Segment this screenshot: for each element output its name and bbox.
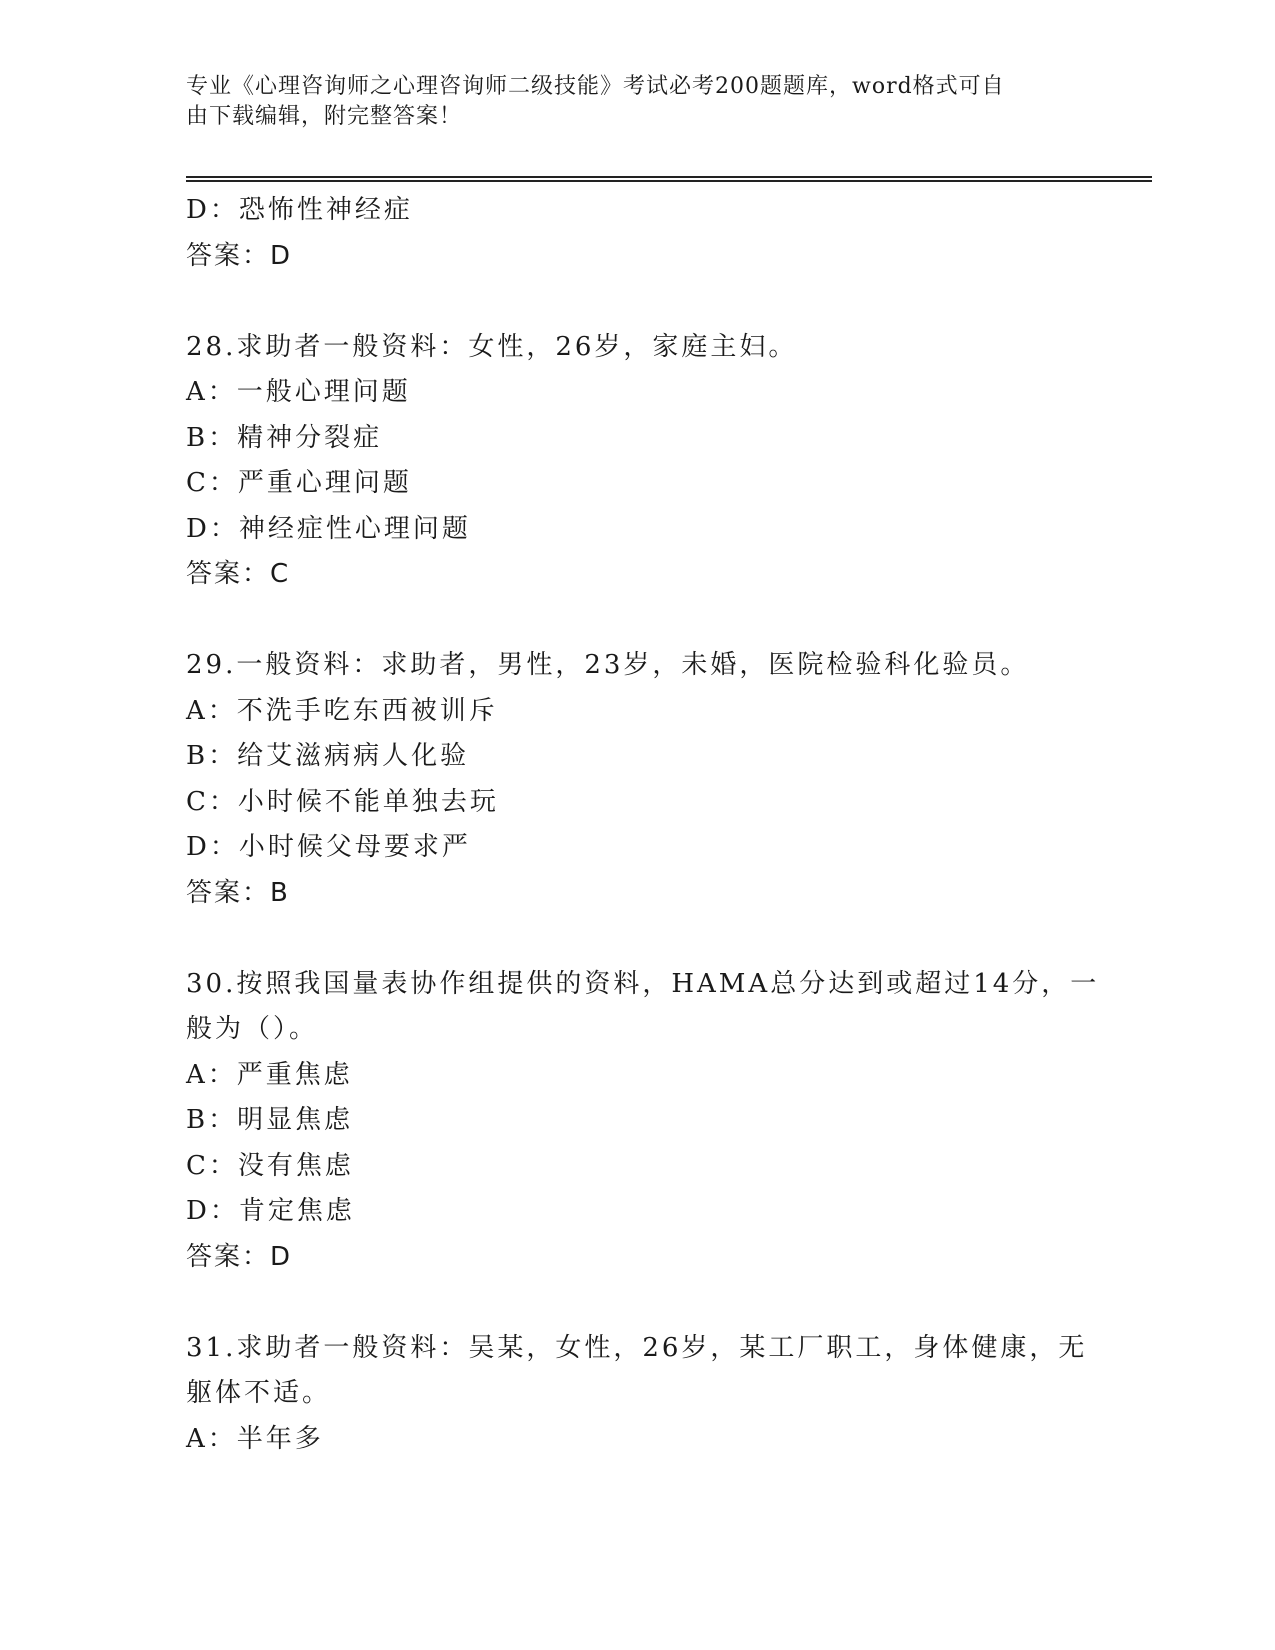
question-text: 28.求助者一般资料：女性，26岁，家庭主妇。 [186, 331, 798, 362]
spacer [186, 279, 1086, 325]
question-content [186, 188, 1100, 1462]
header-line-1: 专业《心理咨询师之心理咨询师二级技能》考试必考200题题库，word格式可自 [186, 74, 1005, 99]
option-a: A：严重焦虑 [186, 1059, 353, 1090]
question-text: 29.一般资料：求助者，男性，23岁，未婚，医院检验科化验员。 [186, 650, 1030, 680]
option-c: C：没有焦虑 [186, 1150, 354, 1181]
header-line-2: 由下载编辑，附完整答案！ [186, 104, 463, 129]
option-c: C：严重心理问题 [186, 468, 412, 498]
option-d: D：恐怖性神经症 [186, 195, 413, 225]
option-d: D：小时候父母要求严 [186, 832, 471, 862]
spacer [186, 598, 1086, 644]
question-text-line-2: 躯体不适。 [186, 1378, 332, 1408]
question-text-line-1: 31.求助者一般资料：吴某，女性，26岁，某工厂职工，身体健康，无 [186, 1332, 1088, 1363]
option-a: A：一般心理问题 [186, 377, 411, 407]
option-a: A：不洗手吃东西被训斥 [186, 695, 498, 726]
option-d: D：肯定焦虑 [186, 1196, 355, 1226]
question-29 [186, 643, 1086, 916]
answer-line: 答案：C [186, 559, 291, 589]
option-c: C：小时候不能单独去玩 [186, 786, 499, 817]
option-a: A：半年多 [186, 1423, 324, 1454]
header-double-rule [186, 176, 1152, 182]
question-text-line-1: 30.按照我国量表协作组提供的资料，HAMA总分达到或超过14分，一 [186, 968, 1100, 999]
answer-line: 答案：D [186, 240, 293, 271]
option-b: B：给艾滋病病人化验 [186, 741, 470, 771]
option-d: D：神经症性心理问题 [186, 513, 471, 544]
spacer [186, 1280, 1086, 1326]
option-b: B：明显焦虑 [186, 1105, 354, 1135]
question-31 [186, 1326, 1086, 1463]
option-b: B：精神分裂症 [186, 422, 383, 453]
answer-line: 答案：D [186, 1241, 293, 1272]
spacer [186, 916, 1086, 962]
document-header [186, 72, 1066, 132]
answer-line: 答案：B [186, 877, 290, 908]
question-30 [186, 962, 1100, 1281]
question-28 [186, 325, 1086, 598]
question-text-line-2: 般为（）。 [186, 1014, 319, 1044]
